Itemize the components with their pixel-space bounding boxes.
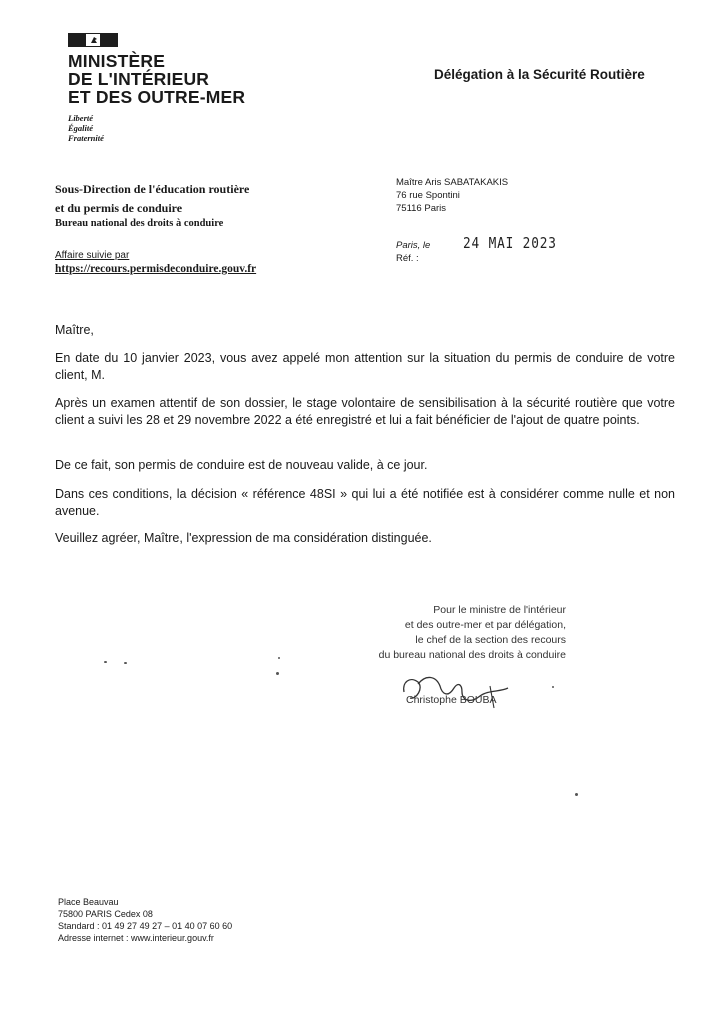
ministry-line-3: ET DES OUTRE-MER [68, 87, 246, 107]
sous-direction-line-1: Sous-Direction de l'éducation routière [55, 182, 250, 196]
ministry-name [68, 52, 245, 106]
paragraph-4: Dans ces conditions, la décision « référence 48SI » qui lui a été notifiée est à considérer comme nulle et non avenue. [55, 487, 675, 518]
salutation: Maître, [55, 323, 94, 337]
signature-block [300, 603, 566, 663]
recours-link[interactable]: https://recours.permisdeconduire.gouv.fr [55, 263, 257, 275]
ministry-line-1: MINISTÈRE [68, 51, 166, 71]
paragraph-3: De ce fait, son permis de conduire est de nouveau valide, à ce jour. [55, 458, 428, 472]
recipient-city: 75116 Paris [396, 203, 446, 214]
footer-line-4: Adresse internet : www.interieur.gouv.fr [58, 933, 214, 943]
sous-direction [55, 180, 249, 218]
motto-egalite: Égalité [68, 123, 94, 133]
paragraph-5: Veuillez agréer, Maître, l'expression de ma considération distinguée. [55, 531, 432, 545]
delegation-title: Délégation à la Sécurité Routière [434, 67, 645, 82]
handwritten-signature [396, 664, 526, 714]
signatory-name: Christophe BOUBA [406, 694, 497, 706]
signature-line-3: le chef de la section des recours [415, 634, 566, 646]
bureau-name: Bureau national des droits à conduire [55, 218, 224, 229]
affaire-label: Affaire suivie par [55, 250, 130, 261]
recipient-street: 76 rue Spontini [396, 190, 460, 201]
footer-line-1: Place Beauvau [58, 897, 119, 907]
signature-line-1: Pour le ministre de l'intérieur [433, 604, 566, 616]
paragraph-1: En date du 10 janvier 2023, vous avez appelé mon attention sur la situation du permis de conduire de votre client, M. [55, 351, 675, 382]
recipient-address [396, 176, 508, 215]
place-label: Paris, le [396, 240, 431, 251]
republic-motto [68, 113, 104, 143]
motto-fraternite: Fraternité [68, 133, 104, 143]
signature-line-2: et des outre-mer et par délégation, [404, 619, 566, 631]
paragraph-2: Après un examen attentif de son dossier, le stage volontaire de sensibilisation à la sécurité routière que votre client a suivi les 28 et 29 novembre 2022 a été enregistré et lui a fait bénéficier de l'ajout de quatre points. [55, 396, 675, 427]
republic-logo [68, 33, 118, 47]
signature-line-4: du bureau national des droits à conduire [378, 649, 566, 661]
date-stamp: 24 MAI 2023 [463, 234, 557, 252]
marianne-icon [89, 35, 99, 45]
sous-direction-line-2: et du permis de conduire [55, 201, 183, 215]
reference-label: Réf. : [396, 253, 419, 264]
ministry-line-2: DE L'INTÉRIEUR [68, 69, 210, 89]
footer-line-3: Standard : 01 49 27 49 27 – 01 40 07 60 60 [58, 921, 233, 931]
motto-liberte: Liberté [68, 113, 94, 123]
recipient-name: Maître Aris SABATAKAKIS [396, 177, 509, 188]
footer-line-2: 75800 PARIS Cedex 08 [58, 909, 153, 919]
footer-address [58, 896, 232, 944]
